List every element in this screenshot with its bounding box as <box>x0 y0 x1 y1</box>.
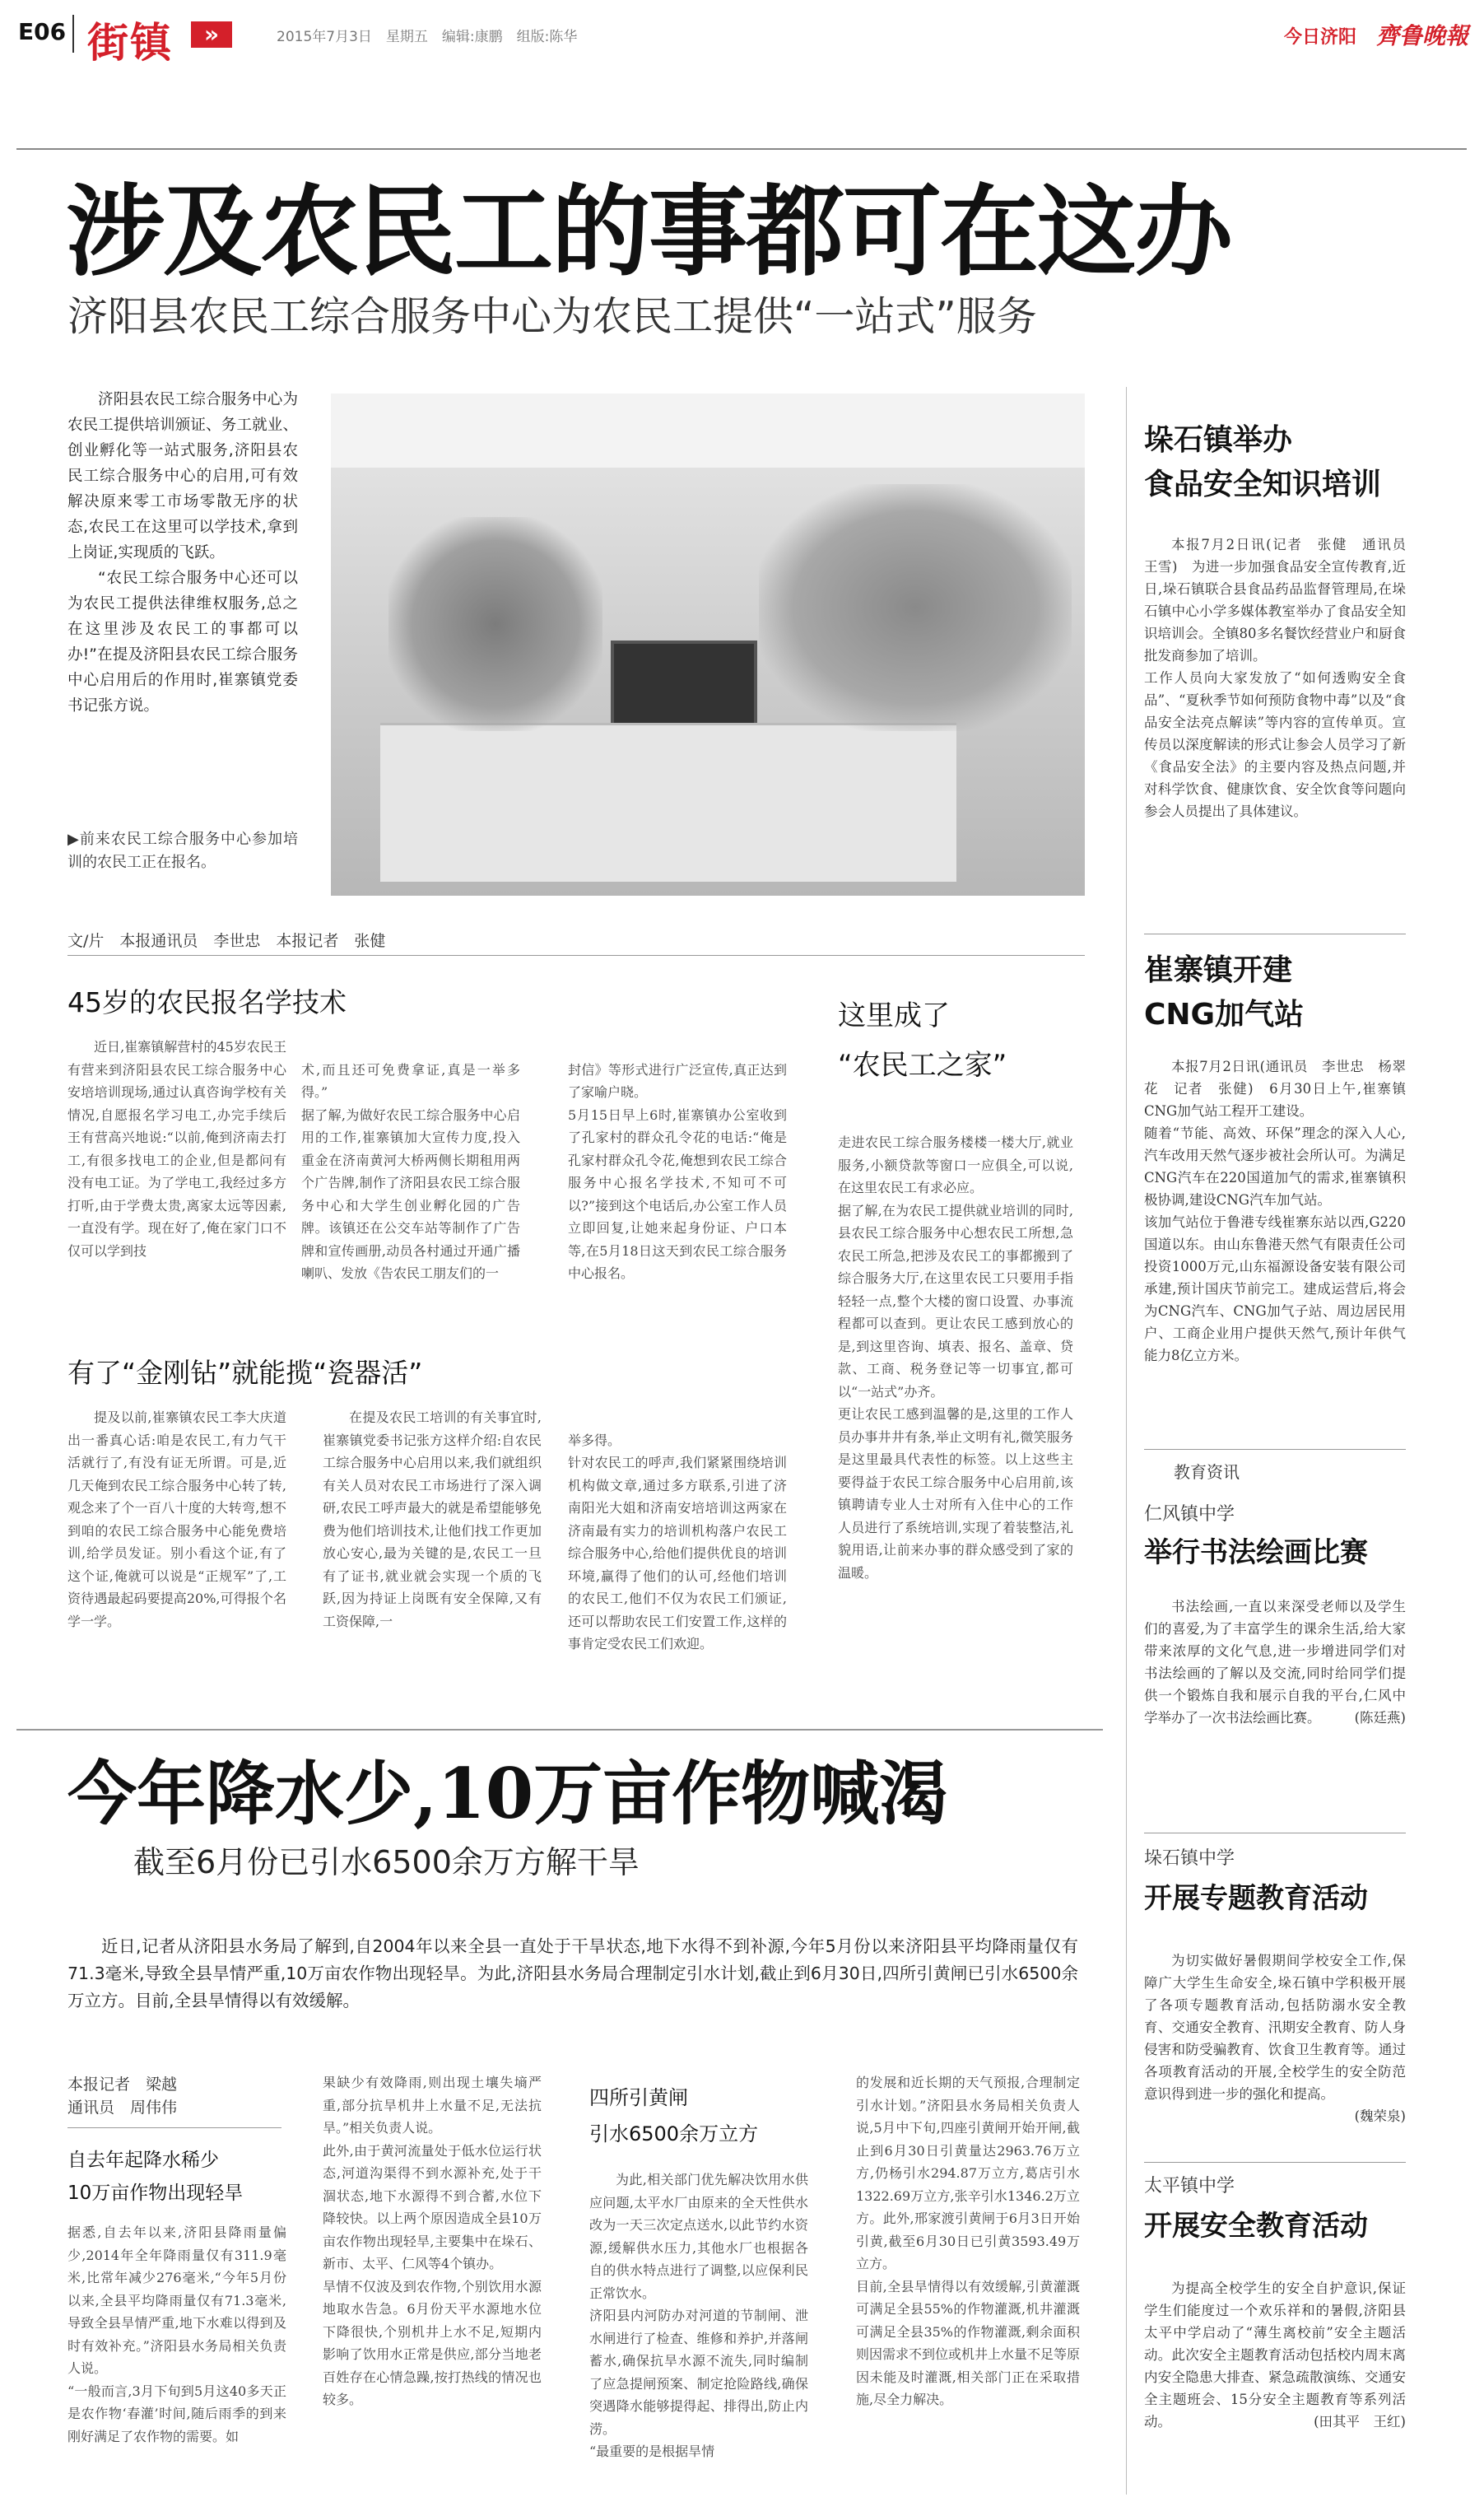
sidebar-article-4-org: 垛石镇中学 <box>1144 1848 1235 1869</box>
sec2-col3 <box>568 1406 787 1656</box>
sidebar-article-5-text: 为提高全校学生的安全自护意识,保证学生们能度过一个欢乐祥和的暑假,济阳县太平中学启动了“薄生离校前”安全主题活动。此次安全主题教育活动包括校内周末离内安全隐患大排查、紧急疏散演练、交通安全主题班会、15分安全主题教育等系列活动。 <box>1144 2280 1406 2429</box>
sidebar-article-1-head-line2: 食品安全知识培训 <box>1144 468 1382 501</box>
lead-intro-p1: 济阳县农民工综合服务中心为农民工提供培训颁证、务工就业、创业孵化等一站式服务,济阳县农民工综合服务中心的启用,可有效解决原来零工市场零散无序的状态,农民工在这里可以学技术,拿到上岗证,实现质的飞跃。 <box>67 391 298 561</box>
section-heading-2: 有了“金刚钻”就能揽“瓷器活” <box>67 1357 423 1389</box>
sidebar-article-3-org: 仁风镇中学 <box>1144 1504 1235 1525</box>
sidebar-article-2-head-line1: 崔寨镇开建 <box>1144 953 1293 987</box>
page-header <box>0 0 1484 82</box>
sec1-col2 <box>301 1036 520 1285</box>
sidebar-rule-2 <box>1144 1449 1406 1450</box>
section-arrow-badge <box>191 21 232 48</box>
drought-byline-correspondent: 通讯员 周伟伟 <box>67 2099 178 2117</box>
sidebar-article-1-headline <box>1144 418 1381 507</box>
drought-byline-reporter: 本报记者 梁越 <box>67 2075 178 2094</box>
sidebar-article-4-headline: 开展专题教育活动 <box>1144 1882 1368 1915</box>
drought-subheadline: 截至6月份已引水6500余万方解干旱 <box>133 1844 640 1880</box>
sidebar-article-2-body: 本报7月2日讯(通讯员 李世忠 杨翠花 记者 张健) 6月30日上午,崔寨镇CNG加气站工程开工建设。 随着“节能、高效、环保”理念的深入人心,汽车改用天然气逐步被社会所认可。为满足CNG汽车在220国道加气的需求,崔寨镇积极协调,建设CNG汽车加气站。 该加气站位于鲁港专线崔寨东站以西,G220国道以东。由山东鲁港天然气有限责任公司投资1000万元,山东福源设备安装有限公司承建,预计国庆节前完工。建成运营后,将会为CNG汽车、CNG加气子站、周边居民用户、工商企业用户提供天然气,预计年供气能力8亿立方米。 <box>1144 1059 1406 1363</box>
sidebar-article-2-headline <box>1144 948 1304 1037</box>
drought-col3: 为此,相关部门优先解决饮用水供应问题,太平水厂由原来的全天性供水改为一天三次定点送水,以此节约水资源,缓解供水压力,其他水厂也根据各自的供水特点进行了调整,以应保利民正常饮水。 济阳县内河防办对河道的节制闸、泄水闸进行了检查、维修和养护,并落闸蓄水,确保抗旱水源不流失,同时编制了应急提闸预案、制定抢险路线,确保突遇降水能够提得起、排得出,防止内涝。 “最重要的是根据旱情 <box>589 2172 808 2459</box>
paper-logo: 齊鲁晚報 <box>1376 22 1469 49</box>
sidebar-article-5-sign: (田其平 王红) <box>1314 2414 1406 2429</box>
sidebar-article-1-body: 本报7月2日讯(记者 张健 通讯员 王雪) 为进一步加强食品安全宣传教育,近日,垛石镇联合县食品药品监督管理局,在垛石镇中心小学多媒体教室举办了食品安全知识培训会。全镇80多名餐饮经营业户和厨食批发商参加了培训。 工作人员向大家发放了“如何透购安全食品”、“夏秋季节如何预防食物中毒”以及“食品安全法亮点解读”等内容的宣传单页。宣传员以深度解读的形式让参会人员学习了新《食品安全法》的主要内容及热点问题,并对科学饮食、健康饮食、安全饮食等问题向参会人员提出了具体建议。 <box>1144 537 1406 819</box>
lead-intro-p2: “农民工综合服务中心还可以为农民工提供法律维权服务,总之在这里涉及农民工的事都可以办!”在提及济阳县农民工综合服务中心启用后的作用时,崔寨镇党委书记张方说。 <box>67 570 298 715</box>
section-title: 街镇 <box>87 18 173 67</box>
drought-intro: 近日,记者从济阳县水务局了解到,自2004年以来全县一直处于干旱状态,地下水得不到补源,今年5月份以来济阳县平均降雨量仅有71.3毫米,导致全县旱情严重,10万亩农作物出现轻旱。为此,济阳县水务局合理制定引水计划,截止到6月30日,四所引黄闸已引水6500余万立方。目前,全县旱情得以有效缓解。 <box>67 1936 1078 2010</box>
lead-rule <box>67 955 1085 956</box>
drought-col2: 果缺少有效降雨,则出现土壤失墒严重,部分抗旱机井上水量不足,无法抗旱。”相关负责人说。 此外,由于黄河流量处于低水位运行状态,河道沟渠得不到水源补充,处于干涸状态,地下水源得不到合蓄,水位下降较快。以上两个原因造成全县10万亩农作物出现轻旱,主要集中在垛石、新市、太平、仁风等4个镇办。 旱情不仅波及到农作物,个别饮用水源地取水告急。6月份天平水源地水位下降很快,个别机井上水不足,短期内影响了饮用水正常是供应,部分当地老百姓存在心情急躁,按打热线的情况也较多。 <box>323 2075 542 2407</box>
drought-col1: 据悉,自去年以来,济阳县降雨量偏少,2014年全年降雨量仅有311.9毫米,比常年减少276毫米,“今年5月份以来,全县平均降雨量仅有71.3毫米,导致全县旱情严重,地下水难以得到及时有效补充。”济阳县水务局相关负责人说。 “一般而言,3月下旬到5月这40多天正是农作物‘春灌’时间,随后雨季的到来刚好满足了农作物的需要。如 <box>67 2224 286 2444</box>
lead-intro <box>67 387 298 719</box>
photo-ceiling <box>331 394 1085 468</box>
sidebar-article-4-text: 为切实做好暑假期间学校安全工作,保障广大学生生命安全,垛石镇中学积极开展了各项专题教育活动,包括防溺水安全教育、交通安全教育、汛期安全教育、防人身侵害和防受骗教育、饮食卫生教育等。通过各项教育活动的开展,全校学生的安全防范意识得到进一步的强化和提高。 <box>1144 1953 1406 2102</box>
sec1-col2-text: 术,而且还可免费拿证,真是一举多得。” 据了解,为做好农民工综合服务中心启用的工作,崔寨镇加大宣传力度,投入重金在济南黄河大桥两侧长期租用两个广告牌,制作了济阳县农民工综合服务中心和大学生创业孵化园的广告牌。该镇还在公交车站等制作了广告牌和宣传画册,动员各村通过开通广播喇叭、发放《告农民工朋友们的一 <box>301 1061 520 1281</box>
sidebar-article-3-body <box>1144 1596 1406 1729</box>
header-divider <box>72 15 74 53</box>
section-heading-3-line2: “农民工之家” <box>838 1049 1007 1082</box>
sidebar-article-3-sign: (陈廷燕) <box>1354 1710 1406 1726</box>
sidebar-article-3-text: 书法绘画,一直以来深受老师以及学生们的喜爱,为了丰富学生的课余生活,给大家带来浓厚的文化气息,进一步增进同学们对书法绘画的了解以及交流,同时给同学们提供一个锻炼自我和展示自我的平台,仁风中学举办了一次书法绘画比赛。 <box>1144 1599 1406 1726</box>
double-chevron-right-icon: » <box>203 21 220 48</box>
sec1-col1: 近日,崔寨镇解营村的45岁农民王有营来到济阳县农民工综合服务中心安培培训现场,通过认真咨询学校有关情况,自愿报名学习电工,办完手续后王有营高兴地说:“以前,俺到济南去打工,有很多找电工的企业,但是都问有没有电工证。为了学电工,我经过多方打听,由于学费太贵,离家太远等因素,一直没有学。现在好了,俺在家门口不仅可以学到技 <box>67 1039 286 1259</box>
issue-meta: 2015年7月3日 星期五 编辑:康鹏 组版:陈华 <box>277 29 578 45</box>
sidebar-divider <box>1126 387 1127 2495</box>
lead-photo <box>331 394 1085 896</box>
photo-crowd <box>759 484 1072 731</box>
column-label: 今日济阳 <box>1284 27 1357 48</box>
drought-subhead-2-a: 四所引黄闸 <box>589 2086 688 2109</box>
sidebar-article-3-headline: 举行书法绘画比赛 <box>1144 1536 1368 1569</box>
drought-subhead-1-a: 自去年起降水稀少 <box>67 2150 219 2171</box>
sidebar-article-2-head-line2: CNG加气站 <box>1144 998 1305 1032</box>
lead-headline: 涉及农民工的事都可在这办 <box>66 174 1231 290</box>
sidebar-rule-4 <box>1144 2162 1406 2163</box>
drought-subhead-1 <box>67 2144 243 2210</box>
drought-top-rule <box>16 1729 1103 1731</box>
photo-desk <box>380 723 956 882</box>
drought-byline <box>67 2073 177 2119</box>
sidebar-article-5-body <box>1144 2277 1406 2433</box>
sidebar-article-5-org: 太平镇中学 <box>1144 2176 1235 2197</box>
lead-subheadline: 济阳县农民工综合服务中心为农民工提供“一站式”服务 <box>67 293 1037 340</box>
drought-col4: 的发展和近长期的天气预报,合理制定引水计划。”济阳县水务局相关负责人说,5月中下旬,四座引黄闸开始开闸,截止到6月30日引黄量达2963.76万立方,仍杨引水294.87万立方,葛店引水1322.69万立方,张辛引水1346.2万立方。此外,邢家渡引黄闸于6月3日开始引黄,截至6月30日已引黄3593.49万立方。 目前,全县旱情得以有效缓解,引黄灌溉可满足全县55%的作物灌溉,机井灌溉可满足全县35%的作物灌溉,剩余面积则因需求不到位或机井上水量不足等原因未能及时灌溉,相关部门正在采取措施,尽全力解决。 <box>856 2075 1081 2407</box>
sec2-col3-text: 举多得。 针对农民工的呼声,我们紧紧围绕培训机构做文章,通过多方联系,引进了济南阳光大姐和济南安培培训这两家在济南最有实力的培训机构落户农民工综合服务中心,给他们提供优良的培训环境,赢得了他们的认可,经他们培训的农民工,他们不仅为农民工们颁证,还可以帮助农民工们安置工作,这样的事肯定受农民工们欢迎。 <box>568 1432 787 1651</box>
sidebar-article-4-body <box>1144 1950 1406 2127</box>
sec2-col1: 提及以前,崔寨镇农民工李大庆道出一番真心话:咱是农民工,有力气干活就行了,有没有证无所谓。可是,近几天俺到农民工综合服务中心转了转,观念来了个一百八十度的大转弯,想不到咱的农民工综合服务中心能免费培训,给学员发证。别小看这个证,有了这个证,俺就可以说是“正规军”了,工资待遇最起码要提高20%,可得报个名学一学。 <box>67 1409 286 1629</box>
sec1-col3-text: 封信》等形式进行广泛宣传,真正达到了家喻户晓。 5月15日早上6时,崔寨镇办公室收到了孔家村的群众孔令花的电话:“俺是孔家村群众孔令花,俺想到农民工综合服务中心报名学技术,不知可不可以?”接到这个电话后,办公室工作人员立即回复,让她来起身份证、户口本等,在5月18日这天到农民工综合服务中心报名。 <box>568 1061 787 1281</box>
education-news-label: 教育资讯 <box>1174 1462 1240 1482</box>
sidebar-article-4-sign: (魏荣泉) <box>1354 2108 1406 2124</box>
header-rule <box>16 148 1467 150</box>
sec3-body: 走进农民工综合服务楼楼一楼大厅,就业服务,小额贷款等窗口一应俱全,可以说,在这里农民工有求必应。 据了解,在为农民工提供就业培训的同时,县农民工综合服务中心想农民工所想,急农民工所急,把涉及农民工的事都搬到了综合服务大厅,在这里农民工只要用手指轻轻一点,整个大楼的窗口设置、办事流程都可以查到。更让农民工感到放心的是,到这里咨询、填表、报名、盖章、贷款、工商、税务登记等一切事宜,都可以“一站式”办齐。 更让农民工感到温馨的是,这里的工作人员办事井井有条,举止文明有礼,微笑服务是这里最具代表性的标签。以上这些主要得益于农民工综合服务中心启用前,该镇聘请专业人士对所有入住中心的工作人员进行了系统培训,实现了着装整洁,礼貌用语,让前来办事的群众感受到了家的温暖。 <box>838 1134 1073 1581</box>
photo-caption: ▶前来农民工综合服务中心参加培训的农民工正在报名。 <box>67 831 298 871</box>
lead-byline: 文/片 本报通讯员 李世忠 本报记者 张健 <box>67 932 386 950</box>
photo-staff <box>388 517 602 731</box>
page-number: E06 <box>18 18 67 45</box>
drought-byline-rule <box>67 2127 281 2128</box>
drought-subhead-2-b: 引水6500余万立方 <box>589 2122 759 2145</box>
section-heading-1: 45岁的农民报名学技术 <box>67 986 347 1018</box>
sec1-col3 <box>568 1036 787 1285</box>
sidebar-article-5-headline: 开展安全教育活动 <box>1144 2210 1368 2243</box>
section-heading-3 <box>838 991 1068 1090</box>
drought-subhead-1-b: 10万亩作物出现轻旱 <box>67 2183 244 2204</box>
sec2-col2: 在提及农民工培训的有关事宜时,崔寨镇党委书记张方这样介绍:自农民工综合服务中心启用以来,我们就组织有关人员对农民工市场进行了深入调研,农民工呼声最大的就是希望能够免费为他们培训技术,让他们找工作更加放心安心,最为关键的是,农民工一旦有了证书,就业就会实现一个质的飞跃,因为持证上岗既有安全保障,又有工资保障,一 <box>323 1409 542 1629</box>
sidebar-article-1-head-line1: 垛石镇举办 <box>1144 423 1293 457</box>
section-heading-3-line1: 这里成了 <box>838 999 950 1032</box>
drought-subhead-2 <box>589 2080 758 2152</box>
drought-headline: 今年降水少,10万亩作物喊渴 <box>67 1753 949 1834</box>
